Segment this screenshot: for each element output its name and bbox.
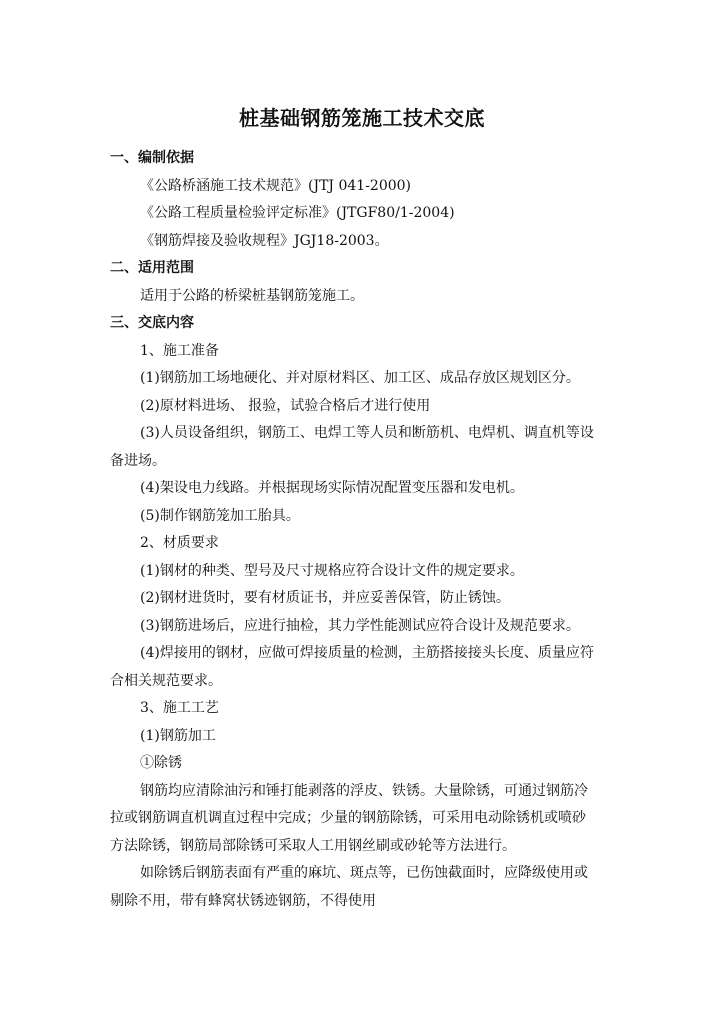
subsection-heading: 1、施工准备 [140, 343, 219, 359]
paragraph-line: (5)制作钢筋笼加工胎具。 [140, 508, 300, 524]
paragraph-line: 适用于公路的桥梁桩基钢筋笼施工。 [140, 288, 364, 304]
subsection-heading: 3、施工工艺 [140, 700, 219, 716]
paragraph-line: (1)钢筋加工场地硬化、并对原材料区、加工区、成品存放区规划区分。 [140, 370, 580, 386]
paragraph-line: 拉或钢筋调直机调直过程中完成；少量的钢筋除锈，可采用电动除锈机或喷砂 [110, 810, 586, 826]
paragraph-line: (1)钢材的种类、型号及尺寸规格应符合设计文件的规定要求。 [140, 563, 524, 579]
section-heading-basis: 一、编制依据 [110, 150, 194, 166]
paragraph-line: (2)原材料进场、 报验，试验合格后才进行使用 [140, 398, 431, 414]
paragraph-line: (2)钢材进货时，要有材质证书，并应妥善保管，防止锈蚀。 [140, 590, 510, 606]
paragraph-line: (3)人员设备组织，钢筋工、电焊工等人员和断筋机、电焊机、调直机等设 [140, 425, 594, 441]
reference-item: 《钢筋焊接及验收规程》JGJ18-2003。 [140, 233, 389, 249]
document-title: 桩基础钢筋笼施工技术交底 [239, 106, 485, 130]
paragraph-line: (4)焊接用的钢材，应做可焊接质量的检测，主筋搭接接头长度、质量应符 [140, 645, 594, 661]
paragraph-line: (4)架设电力线路。并根据现场实际情况配置变压器和发电机。 [140, 480, 524, 496]
paragraph-line: 如除锈后钢筋表面有严重的麻坑、斑点等，已伤蚀截面时，应降级使用或 [140, 865, 588, 881]
subsection-heading: 2、材质要求 [140, 535, 219, 551]
paragraph-line: 钢筋均应清除油污和锤打能剥落的浮皮、铁锈。大量除锈，可通过钢筋冷 [140, 783, 588, 799]
paragraph-line: 剔除不用，带有蜂窝状锈迹钢筋，不得使用 [110, 893, 376, 909]
paragraph-line: (1)钢筋加工 [140, 728, 216, 744]
section-heading-content: 三、交底内容 [110, 315, 194, 331]
paragraph-line: 合相关规范要求。 [110, 673, 222, 689]
paragraph-line: 备进场。 [110, 453, 166, 469]
reference-item: 《公路桥涵施工技术规范》(JTJ 041-2000) [140, 178, 412, 194]
paragraph-line: 方法除锈，钢筋局部除锈可采取人工用钢丝刷或砂轮等方法进行。 [110, 838, 516, 854]
reference-item: 《公路工程质量检验评定标准》(JTGF80/1-2004) [140, 205, 455, 221]
section-heading-scope: 二、适用范围 [110, 260, 194, 276]
paragraph-line: ①除锈 [140, 755, 182, 771]
paragraph-line: (3)钢筋进场后，应进行抽检，其力学性能测试应符合设计及规范要求。 [140, 618, 580, 634]
